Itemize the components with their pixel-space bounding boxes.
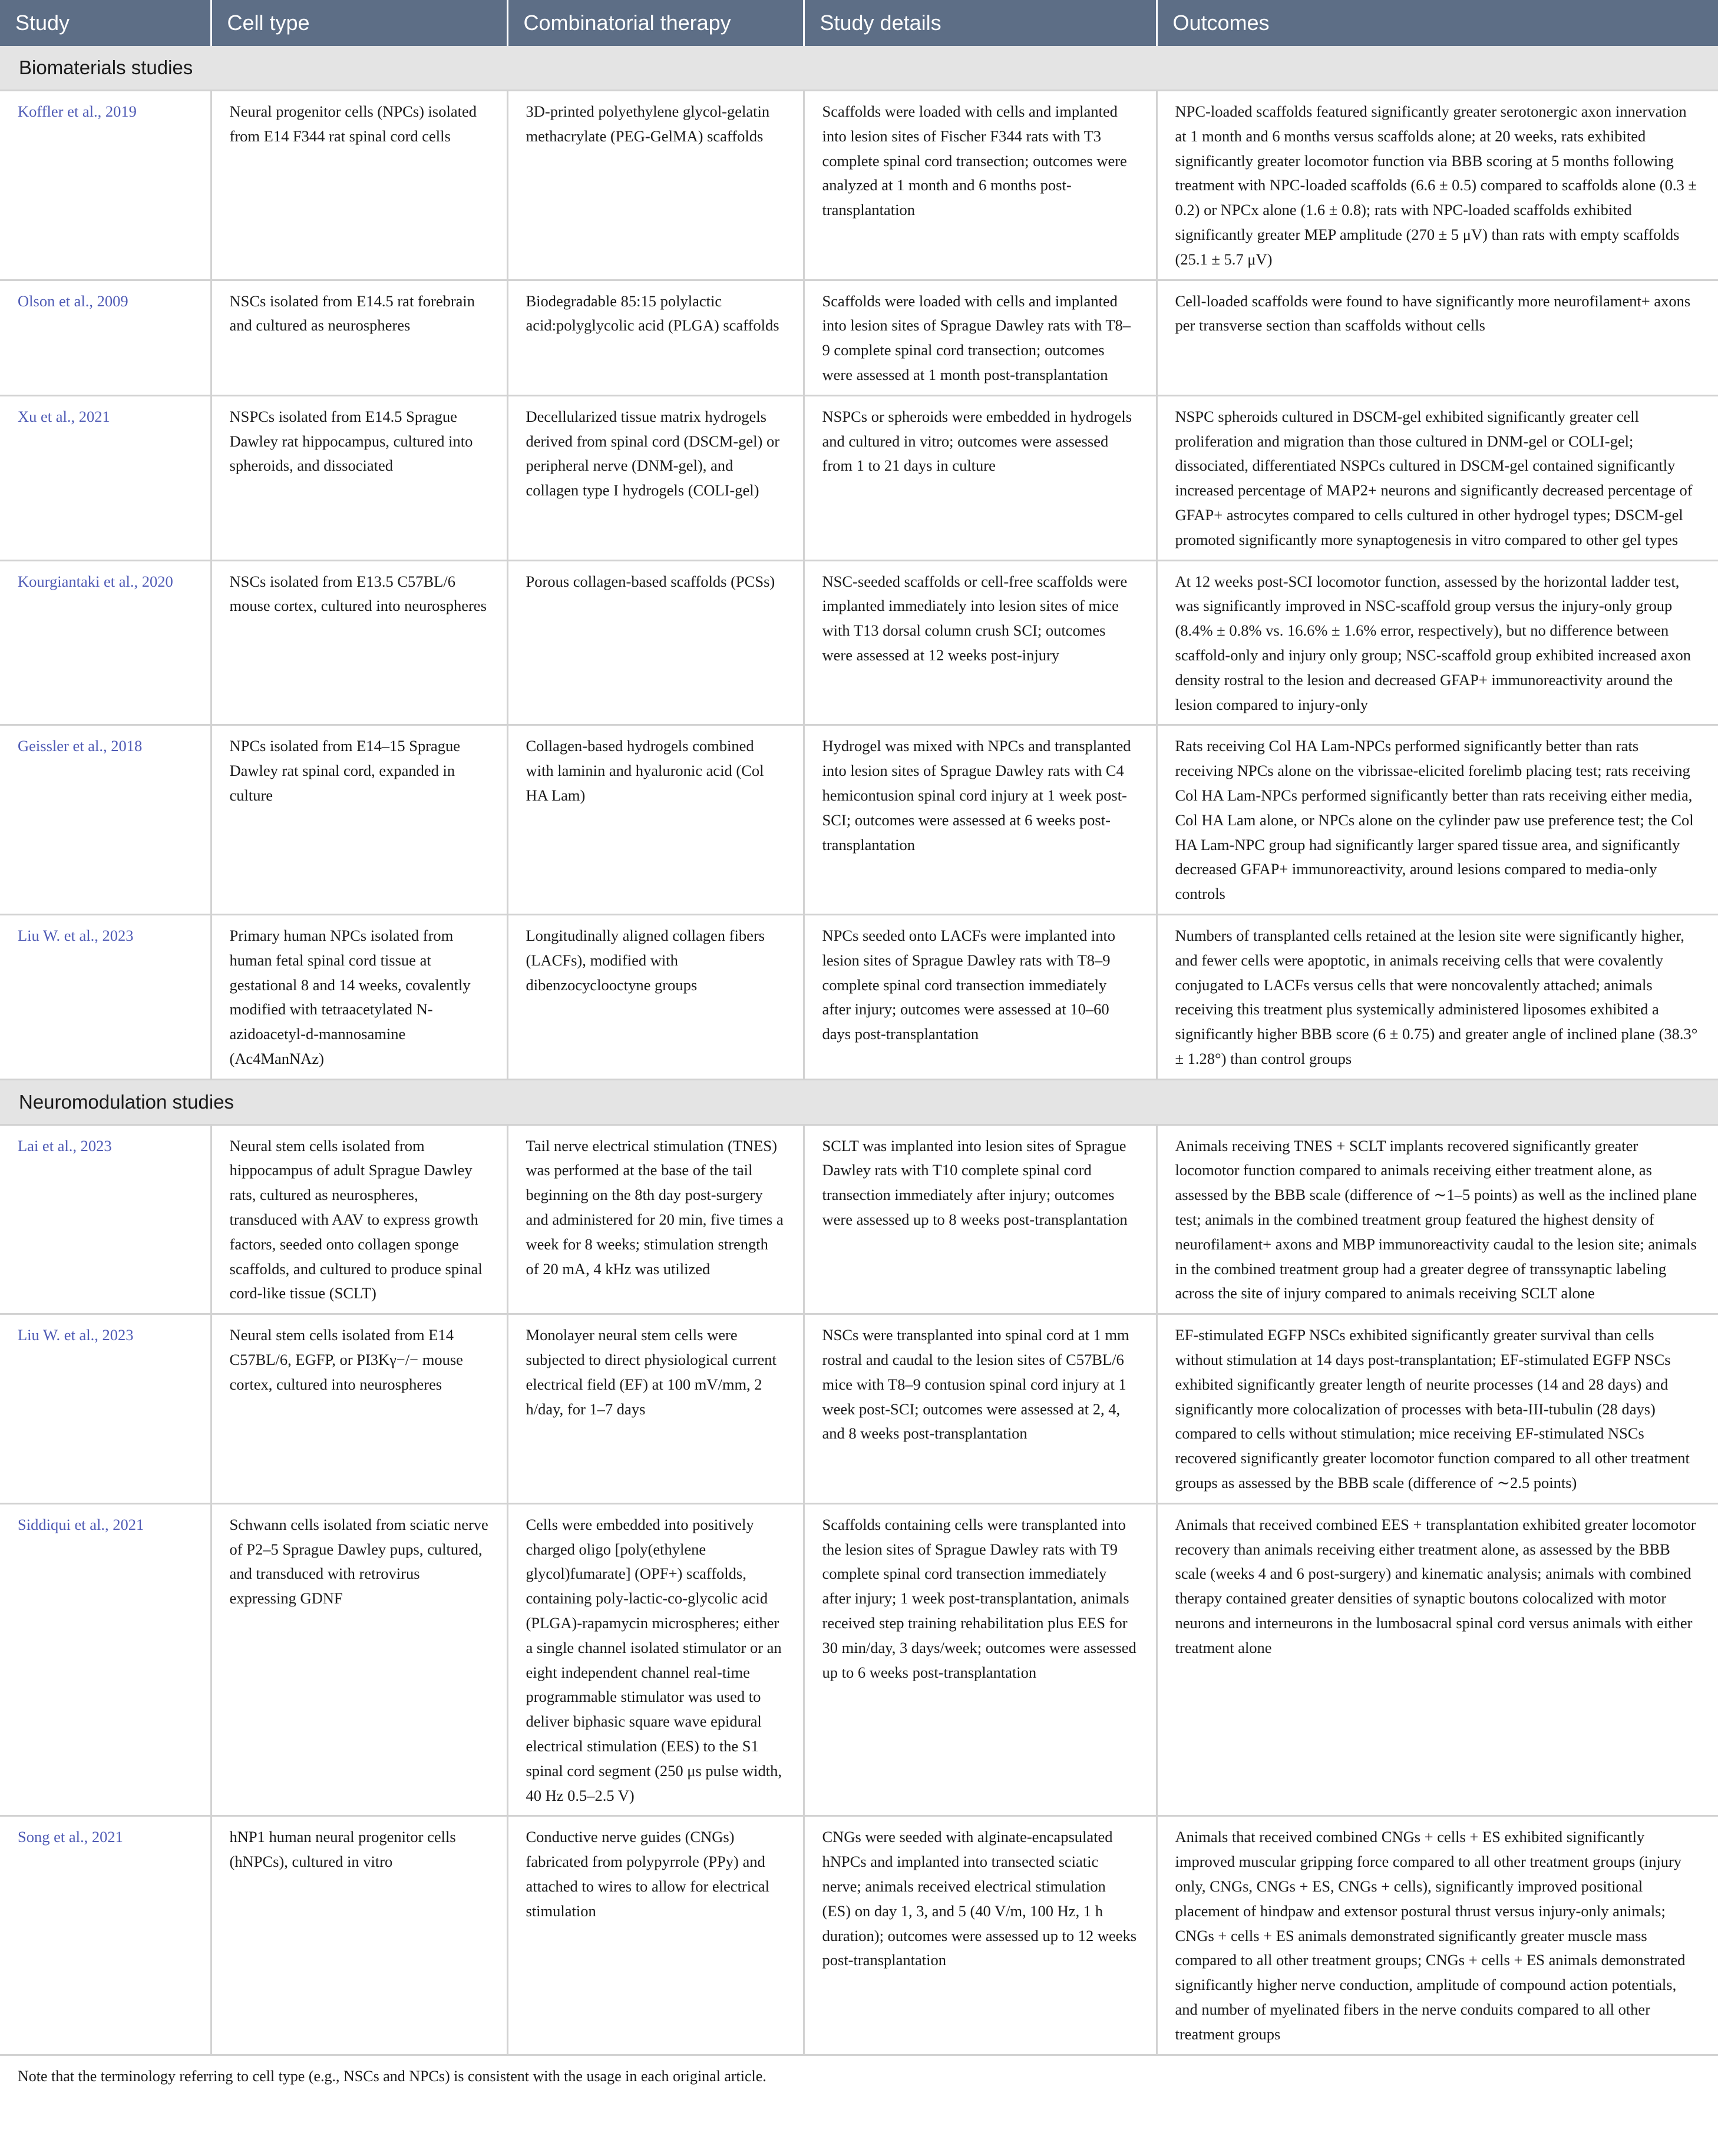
study-link[interactable]: Lai et al., 2023 bbox=[0, 1125, 211, 1314]
study-link[interactable]: Xu et al., 2021 bbox=[0, 395, 211, 560]
outcomes: Animals that received combined CNGs + cells + ES exhibited significantly improved muscular gripping force compared to all other treatment groups (injury only, CNGs, CNGs + ES, CNGs + cells), significantly improved positional placement of hindpaw and extensor postural thrust versus injury-only animals; CNGs + cells + ES animals demonstrated significantly greater muscle mass compared to all other treatment groups; CNGs + cells + ES animals demonstrated significantly higher nerve conduction, amplitude of compound action potentials, and number of myelinated fibers in the nerve conduits compared to all other treatment groups bbox=[1157, 1816, 1718, 2055]
cell-type: hNP1 human neural progenitor cells (hNPCs), cultured in vitro bbox=[211, 1816, 507, 2055]
combinatorial-therapy: 3D-printed polyethylene glycol-gelatin methacrylate (PEG-GelMA) scaffolds bbox=[507, 91, 804, 280]
study-link[interactable]: Song et al., 2021 bbox=[0, 1816, 211, 2055]
combinatorial-therapy: Decellularized tissue matrix hydrogels derived from spinal cord (DSCM-gel) or peripheral nerve (DNM-gel), and collagen type I hydrogels (COLI-gel) bbox=[507, 395, 804, 560]
cell-type: Primary human NPCs isolated from human fetal spinal cord tissue at gestational 8 and 14 weeks, covalently modified with tetraacetylated N-azidoacetyl-d-mannosamine (Ac4ManNAz) bbox=[211, 914, 507, 1079]
combinatorial-therapy: Conductive nerve guides (CNGs) fabricated from polypyrrole (PPy) and attached to wires to allow for electrical stimulation bbox=[507, 1816, 804, 2055]
study-link[interactable]: Olson et al., 2009 bbox=[0, 280, 211, 395]
study-details: Scaffolds were loaded with cells and implanted into lesion sites of Fischer F344 rats with T3 complete spinal cord transection; outcomes were analyzed at 1 month and 6 months post-transplantation bbox=[804, 91, 1157, 280]
study-details: Scaffolds containing cells were transplanted into the lesion sites of Sprague Dawley rats with T9 complete spinal cord transection immediately after injury; 1 week post-transplantation, animals received step training rehabilitation plus EES for 30 min/day, 3 days/week; outcomes were assessed up to 6 weeks post-transplantation bbox=[804, 1503, 1157, 1816]
header-cell-type: Cell type bbox=[211, 0, 507, 46]
study-details: SCLT was implanted into lesion sites of Sprague Dawley rats with T10 complete spinal cord transection immediately after injury; outcomes were assessed up to 8 weeks post-transplantation bbox=[804, 1125, 1157, 1314]
header-study-details: Study details bbox=[804, 0, 1157, 46]
table-row bbox=[0, 395, 1718, 560]
outcomes: Cell-loaded scaffolds were found to have significantly more neurofilament+ axons per transverse section than scaffolds without cells bbox=[1157, 280, 1718, 395]
header-study: Study bbox=[0, 0, 211, 46]
study-link[interactable]: Kourgiantaki et al., 2020 bbox=[0, 560, 211, 725]
cell-type: Neural stem cells isolated from E14 C57BL/6, EGFP, or PI3Kγ−/− mouse cortex, cultured into neurospheres bbox=[211, 1314, 507, 1504]
study-link[interactable]: Liu W. et al., 2023 bbox=[0, 914, 211, 1079]
outcomes: NPC-loaded scaffolds featured significantly greater serotonergic axon innervation at 1 month and 6 months versus scaffolds alone; at 20 weeks, rats exhibited significantly greater locomotor function via BBB scoring at 5 months following treatment with NPC-loaded scaffolds (6.6 ± 0.5) compared to scaffolds alone (0.3 ± 0.2) or NPCx alone (1.6 ± 0.8); rats with NPC-loaded scaffolds exhibited significantly greater MEP amplitude (270 ± 5 μV) than rats with empty scaffolds (25.1 ± 5.7 μV) bbox=[1157, 91, 1718, 280]
study-details: Hydrogel was mixed with NPCs and transplanted into lesion sites of Sprague Dawley rats with C4 hemicontusion spinal cord injury at 1 week post-SCI; outcomes were assessed at 6 weeks post-transplantation bbox=[804, 725, 1157, 915]
combinatorial-therapy: Cells were embedded into positively charged oligo [poly(ethylene glycol)fumarate] (OPF+) scaffolds, containing poly-lactic-co-glycolic acid (PLGA)-rapamycin microspheres; either a single channel isolated stimulator or an eight independent channel real-time programmable stimulator was used to deliver biphasic square wave epidural electrical stimulation (EES) to the S1 spinal cord segment (250 μs pulse width, 40 Hz 0.5–2.5 V) bbox=[507, 1503, 804, 1816]
cell-type: NSCs isolated from E14.5 rat forebrain and cultured as neurospheres bbox=[211, 280, 507, 395]
combinatorial-therapy: Monolayer neural stem cells were subjected to direct physiological current electrical field (EF) at 100 mV/mm, 2 h/day, for 1–7 days bbox=[507, 1314, 804, 1504]
table-footnote: Note that the terminology referring to cell type (e.g., NSCs and NPCs) is consistent with the usage in each original article. bbox=[18, 2067, 767, 2085]
table-header bbox=[0, 0, 1718, 46]
study-details: Scaffolds were loaded with cells and implanted into lesion sites of Sprague Dawley rats with T8–9 complete spinal cord transection; outcomes were assessed at 1 month post-transplantation bbox=[804, 280, 1157, 395]
study-link[interactable]: Geissler et al., 2018 bbox=[0, 725, 211, 915]
table-row bbox=[0, 1503, 1718, 1816]
header-row bbox=[0, 0, 1718, 46]
study-details: CNGs were seeded with alginate-encapsulated hNPCs and implanted into transected sciatic nerve; animals received electrical stimulation (ES) on day 1, 3, and 5 (40 V/m, 100 Hz, 1 h duration); outcomes were assessed up to 12 weeks post-transplantation bbox=[804, 1816, 1157, 2055]
study-details: NSCs were transplanted into spinal cord at 1 mm rostral and caudal to the lesion sites of C57BL/6 mice with T8–9 contusion spinal cord injury at 1 week post-SCI; outcomes were assessed at 2, 4, and 8 weeks post-transplantation bbox=[804, 1314, 1157, 1504]
outcomes: At 12 weeks post-SCI locomotor function, assessed by the horizontal ladder test, was significantly improved in NSC-scaffold group versus the injury-only group (8.4% ± 0.8% vs. 16.6% ± 1.6% error, respectively), but no difference between scaffold-only and injury only group; NSC-scaffold group exhibited increased axon density rostral to the lesion and decreased GFAP+ immunoreactivity around the lesion compared to injury-only bbox=[1157, 560, 1718, 725]
cell-type: Schwann cells isolated from sciatic nerve of P2–5 Sprague Dawley pups, cultured, and transduced with retrovirus expressing GDNF bbox=[211, 1503, 507, 1816]
cell-type: NSCs isolated from E13.5 C57BL/6 mouse cortex, cultured into neurospheres bbox=[211, 560, 507, 725]
table-row bbox=[0, 91, 1718, 280]
outcomes: Animals that received combined EES + transplantation exhibited greater locomotor recovery than animals receiving either treatment alone, as assessed by the BBB scale (weeks 4 and 6 post-surgery) and kinematic analysis; animals with combined therapy contained greater densities of synaptic boutons colocalized with motor neurons and interneurons in the lumbosacral spinal cord versus animals with either treatment alone bbox=[1157, 1503, 1718, 1816]
study-link[interactable]: Liu W. et al., 2023 bbox=[0, 1314, 211, 1504]
table-row bbox=[0, 1314, 1718, 1504]
combinatorial-therapy: Longitudinally aligned collagen fibers (LACFs), modified with dibenzocyclooctyne groups bbox=[507, 914, 804, 1079]
outcomes: NSPC spheroids cultured in DSCM-gel exhibited significantly greater cell proliferation and migration than those cultured in DNM-gel or COLI-gel; dissociated, differentiated NSPCs cultured in DSCM-gel contained significantly increased percentage of MAP2+ neurons and significantly decreased percentage of GFAP+ astrocytes compared to cells cultured in other hydrogel types; DSCM-gel promoted significantly more synaptogenesis in vitro compared to other gel types bbox=[1157, 395, 1718, 560]
table-body bbox=[0, 46, 1718, 2055]
table-row bbox=[0, 280, 1718, 395]
study-details: NPCs seeded onto LACFs were implanted into lesion sites of Sprague Dawley rats with T8–9 complete spinal cord transection immediately after injury; outcomes were assessed at 10–60 days post-transplantation bbox=[804, 914, 1157, 1079]
section-row-biomaterials bbox=[0, 46, 1718, 91]
table-row bbox=[0, 560, 1718, 725]
study-details: NSC-seeded scaffolds or cell-free scaffolds were implanted immediately into lesion sites of mice with T13 dorsal column crush SCI; outcomes were assessed at 12 weeks post-injury bbox=[804, 560, 1157, 725]
table-row bbox=[0, 1125, 1718, 1314]
outcomes: Animals receiving TNES + SCLT implants recovered significantly greater locomotor function compared to animals receiving either treatment alone, as assessed by the BBB scale (difference of ∼1–5 points) as well as the inclined plane test; animals in the combined treatment group featured the highest density of neurofilament+ axons and MBP immunoreactivity caudal to the lesion site; animals in the combined treatment group had a greater degree of transsynaptic labeling across the site of injury compared to animals receiving SCLT alone bbox=[1157, 1125, 1718, 1314]
table-row bbox=[0, 725, 1718, 915]
cell-type: NSPCs isolated from E14.5 Sprague Dawley rat hippocampus, cultured into spheroids, and dissociated bbox=[211, 395, 507, 560]
cell-type: NPCs isolated from E14–15 Sprague Dawley rat spinal cord, expanded in culture bbox=[211, 725, 507, 915]
table-row bbox=[0, 1816, 1718, 2055]
combinatorial-therapy: Tail nerve electrical stimulation (TNES) was performed at the base of the tail beginning on the 8th day post-surgery and administered for 20 min, five times a week for 8 weeks; stimulation strength of 20 mA, 4 kHz was utilized bbox=[507, 1125, 804, 1314]
combinatorial-therapy: Biodegradable 85:15 polylactic acid:polyglycolic acid (PLGA) scaffolds bbox=[507, 280, 804, 395]
study-details: NSPCs or spheroids were embedded in hydrogels and cultured in vitro; outcomes were assessed from 1 to 21 days in culture bbox=[804, 395, 1157, 560]
outcomes: Rats receiving Col HA Lam-NPCs performed significantly better than rats receiving NPCs alone on the vibrissae-elicited forelimb placing test; rats receiving Col HA Lam-NPCs performed significantly better than rats receiving either media, Col HA Lam alone, or NPCs alone on the cylinder paw use preference test; the Col HA Lam-NPC group had significantly larger spared tissue area, and significantly decreased GFAP+ immunoreactivity, around lesions compared to media-only controls bbox=[1157, 725, 1718, 915]
study-link[interactable]: Koffler et al., 2019 bbox=[0, 91, 211, 280]
cell-type: Neural stem cells isolated from hippocampus of adult Sprague Dawley rats, cultured as neurospheres, transduced with AAV to express growth factors, seeded onto collagen sponge scaffolds, and cultured to produce spinal cord-like tissue (SCLT) bbox=[211, 1125, 507, 1314]
section-row-neuromodulation bbox=[0, 1079, 1718, 1125]
outcomes: Numbers of transplanted cells retained at the lesion site were significantly higher, and fewer cells were apoptotic, in animals receiving cells that were covalently conjugated to LACFs versus cells that were noncovalently attached; animals receiving this treatment plus systemically administered liposomes exhibited a significantly higher BBB score (6 ± 0.75) and greater angle of inclined plane (38.3° ± 1.28°) than control groups bbox=[1157, 914, 1718, 1079]
combinatorial-therapy: Collagen-based hydrogels combined with laminin and hyaluronic acid (Col HA Lam) bbox=[507, 725, 804, 915]
table-row bbox=[0, 914, 1718, 1079]
outcomes: EF-stimulated EGFP NSCs exhibited significantly greater survival than cells without stimulation at 14 days post-transplantation; EF-stimulated EGFP NSCs exhibited significantly greater length of neurite processes (14 and 28 days) and significantly more colocalization of processes with beta-III-tubulin (28 days) compared to cells without stimulation; mice receiving EF-stimulated NSCs recovered significantly greater locomotor function compared to all other treatment groups as assessed by the BBB scale (difference of ∼2.5 points) bbox=[1157, 1314, 1718, 1504]
cell-type: Neural progenitor cells (NPCs) isolated from E14 F344 rat spinal cord cells bbox=[211, 91, 507, 280]
study-link[interactable]: Siddiqui et al., 2021 bbox=[0, 1503, 211, 1816]
header-combinatorial-therapy: Combinatorial therapy bbox=[507, 0, 804, 46]
section-title: Neuromodulation studies bbox=[0, 1079, 1718, 1125]
section-title: Biomaterials studies bbox=[0, 46, 1718, 91]
header-outcomes: Outcomes bbox=[1157, 0, 1718, 46]
combinatorial-therapy: Porous collagen-based scaffolds (PCSs) bbox=[507, 560, 804, 725]
